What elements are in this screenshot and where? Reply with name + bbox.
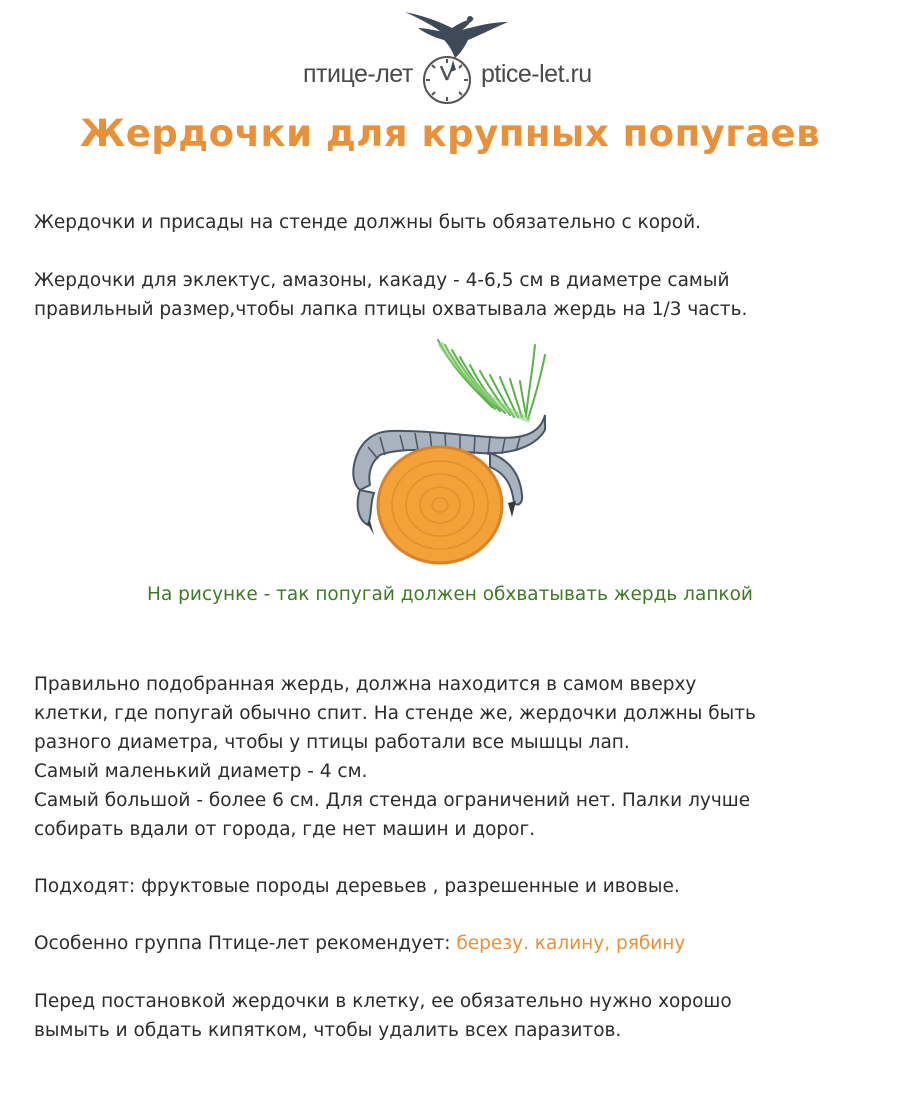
cleaning-line-1: Перед постановкой жердочки в клетку, ее обязательно нужно хорошо — [34, 991, 732, 1012]
size-paragraph — [34, 266, 866, 324]
size-line-1: Жердочки для эклектус, амазоны, какаду - 4-6,5 см в диаметре самый — [34, 270, 730, 291]
placement-paragraph — [34, 670, 866, 844]
placement-line-4: Самый маленький диаметр - 4 см. — [34, 761, 368, 782]
size-line-2: правильный размер,чтобы лапка птицы охватывала жердь на 1/3 часть. — [34, 299, 748, 320]
parrot-foot-on-perch-icon — [340, 335, 560, 575]
logo-text-ru: птице-лет — [303, 60, 413, 88]
recommendation-highlight: березу. калину, рябину — [456, 933, 686, 954]
intro-paragraph: Жердочки и присады на стенде должны быть обязательно с корой. — [34, 212, 701, 233]
cleaning-line-2: вымыть и обдать кипятком, чтобы удалить всех паразитов. — [34, 1020, 622, 1041]
logo-text-url: ptice-let.ru — [481, 60, 592, 88]
placement-line-3: разного диаметра, чтобы у птицы работали все мышцы лап. — [34, 732, 630, 753]
placement-line-6: собирать вдали от города, где нет машин и дорог. — [34, 819, 536, 840]
bird-clock-logo-icon — [0, 0, 900, 110]
recommendation-paragraph — [34, 929, 866, 958]
illustration-caption: На рисунке - так попугай должен обхватывать жердь лапкой — [147, 584, 753, 605]
placement-line-2: клетки, где попугай обычно спит. На стенде же, жердочки должны быть — [34, 703, 756, 724]
page-title: Жердочки для крупных попугаев — [79, 112, 821, 155]
cleaning-paragraph — [34, 987, 866, 1045]
recommendation-prefix: Особенно группа Птице-лет рекомендует: — [34, 933, 457, 954]
site-logo — [0, 0, 900, 110]
wood-types-paragraph: Подходят: фруктовые породы деревьев , разрешенные и ивовые. — [34, 876, 680, 897]
placement-line-1: Правильно подобранная жердь, должна находится в самом вверху — [34, 674, 697, 695]
placement-line-5: Самый большой - более 6 см. Для стенда ограничений нет. Палки лучше — [34, 790, 751, 811]
